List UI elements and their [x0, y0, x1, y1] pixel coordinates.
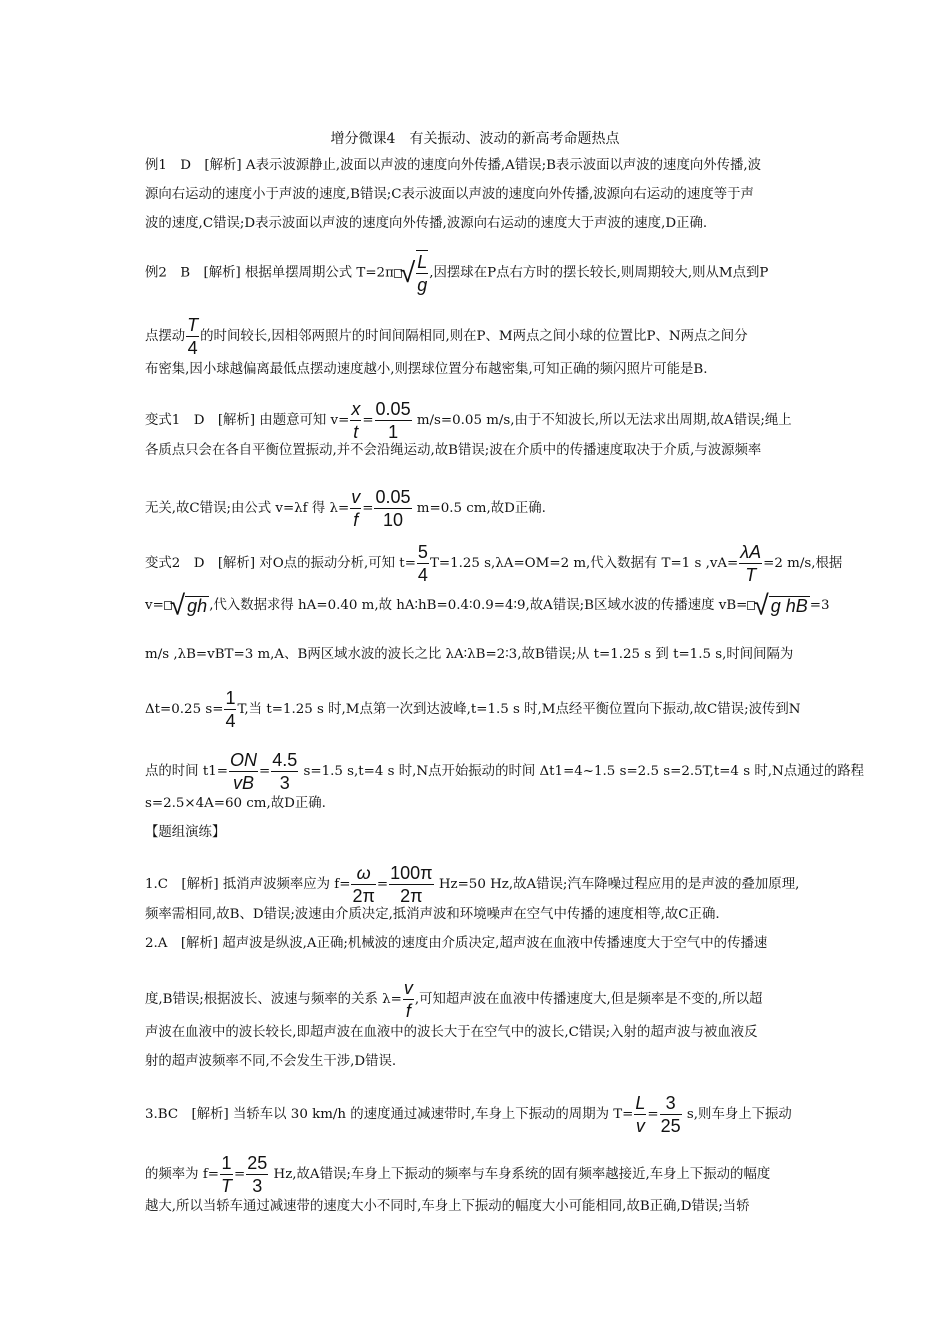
- sqrt-radicand: gh: [187, 596, 208, 616]
- fraction-numerator: 1: [225, 688, 236, 708]
- fraction: [229, 749, 258, 794]
- text-line: 例1 D [解析] A表示波源静止,波面以声波的速度向外传播,A错误;B表示波面以声波的速度向外传播,波: [145, 158, 762, 173]
- text-segment: =: [376, 877, 389, 892]
- fraction: [246, 1152, 268, 1197]
- section-heading: 【题组演练】: [145, 825, 226, 840]
- text-segment: ,代入数据求得 hA=0.40 m,故 hA∶hB=0.4∶0.9=4∶9,故A错误;B区域水波的传播速度 vB=: [209, 598, 748, 613]
- text-segment: =: [647, 1107, 659, 1122]
- fraction-denominator: g: [417, 275, 428, 295]
- text-line: [145, 589, 830, 621]
- text-segment: ,因摆球在P点右方时的摆长较长,则周期较大,则从M点到P: [429, 265, 769, 281]
- fraction-numerator: L: [417, 252, 428, 272]
- text-line: [145, 862, 799, 907]
- fraction: [389, 862, 433, 907]
- text-segment: 例2 B [解析] 根据单摆周期公式 T=2π: [145, 265, 394, 281]
- sqrt-formula: √ $\frac{L}{g}$: [394, 250, 429, 296]
- text-segment: T,当 t=1.25 s 时,M点第一次到达波峰,t=1.5 s 时,M点经平衡位置向下振动,故C错误;波传到N: [237, 702, 801, 717]
- fraction-denominator: 10: [382, 510, 403, 530]
- text-line: [145, 250, 768, 296]
- text-line: [145, 1152, 770, 1197]
- text-segment: s,则车身上下振动: [682, 1107, 792, 1122]
- text-line: [145, 314, 748, 359]
- text-segment: =3: [809, 598, 830, 613]
- fraction-denominator: 4: [225, 711, 236, 731]
- text-segment: =2 m/s,根据: [763, 556, 843, 571]
- text-line: 频率需相同,故B、D错误;波速由介质决定,抵消声波和环境噪声在空气中传播的速度相等,故C正确.: [145, 907, 720, 922]
- text-segment: 的频率为 f=: [145, 1167, 219, 1182]
- text-segment: m=0.5 cm,故D正确.: [412, 501, 546, 516]
- fraction-numerator: 3: [660, 1092, 682, 1115]
- fraction: [351, 862, 375, 907]
- fraction-denominator: t: [353, 422, 359, 442]
- text-segment: =: [362, 501, 374, 516]
- text-segment: =: [362, 413, 374, 428]
- text-segment: T=1.25 s,λA=OM=2 m,代入数据有 T=1 s ,vA=: [429, 556, 739, 571]
- fraction: [186, 314, 199, 359]
- text-line: 布密集,因小球越偏离最低点摆动速度越小,则摆球位置分布越密集,可知正确的频闪照片可能是B.: [145, 362, 708, 377]
- fraction: [634, 1092, 646, 1137]
- fraction: [374, 486, 411, 531]
- text-segment: 3.BC [解析] 当轿车以 30 km/h 的速度通过减速带时,车身上下振动的周期为 T=: [145, 1107, 634, 1122]
- text-line: [145, 398, 792, 443]
- fraction-numerator: 25: [247, 1153, 268, 1173]
- fraction: [224, 687, 236, 732]
- fraction: [350, 398, 361, 443]
- text-line: [145, 486, 546, 531]
- fraction-numerator: x: [351, 399, 361, 419]
- text-segment: 度,B错误;根据波长、波速与频率的关系 λ=: [145, 992, 402, 1007]
- fraction-denominator: T: [221, 1176, 232, 1196]
- fraction-numerator: 5: [417, 542, 428, 562]
- text-segment: Hz=50 Hz,故A错误;汽车降噪过程应用的是声波的叠加原理,: [434, 877, 800, 892]
- text-line: [145, 749, 864, 794]
- text-line: [145, 977, 762, 1022]
- fraction: [350, 486, 361, 531]
- text-line: 射的超声波频率不同,不会发生干涉,D错误.: [145, 1054, 397, 1069]
- text-segment: 点摆动: [145, 329, 186, 344]
- fraction-denominator: 4: [187, 338, 198, 358]
- sqrt-radicand: g hB: [770, 596, 808, 616]
- fraction-numerator: 100π: [390, 863, 433, 883]
- sqrt-formula: √ g hB: [747, 596, 809, 615]
- fraction-numerator: 4.5: [272, 750, 298, 770]
- fraction-numerator: 1: [221, 1153, 232, 1173]
- text-line: s=2.5×4A=60 cm,故D正确.: [145, 796, 326, 811]
- fraction-denominator: 2π: [400, 886, 423, 906]
- fraction-denominator: f: [353, 510, 359, 530]
- fraction-denominator: 4: [417, 565, 428, 585]
- text-segment: =: [234, 1167, 246, 1182]
- fraction-numerator: L: [635, 1093, 646, 1113]
- text-segment: m/s=0.05 m/s,由于不知波长,所以无法求出周期,故A错误;绳上: [412, 413, 792, 428]
- fraction: [375, 398, 412, 443]
- text-segment: =: [258, 764, 271, 779]
- text-segment: s=1.5 s,t=4 s 时,N点开始振动的时间 Δt1=4~1.5 s=2.5 s=2.5T,t=4 s 时,N点通过的路程: [299, 764, 865, 779]
- text-segment: 变式2 D [解析] 对O点的振动分析,可知 t=: [145, 556, 416, 571]
- fraction-denominator: 1: [388, 422, 399, 442]
- text-line: 2.A [解析] 超声波是纵波,A正确;机械波的速度由介质决定,超声波在血液中传播速度大于空气中的传播速: [145, 936, 768, 951]
- fraction-numerator: 0.05: [375, 487, 411, 507]
- text-segment: 变式1 D [解析] 由题意可知 v=: [145, 413, 350, 428]
- text-segment: 的时间较长,因相邻两照片的时间间隔相同,则在P、M两点之间小球的位置比P、N两点之间分: [200, 329, 748, 344]
- fraction-numerator: 0.05: [375, 399, 411, 419]
- text-line: 波的速度,C错误;D表示波面以声波的速度向外传播,波源向右运动的速度大于声波的速度,D正确.: [145, 216, 708, 231]
- fraction-numerator: λA: [740, 542, 762, 562]
- fraction: [220, 1152, 233, 1197]
- fraction-denominator: 2π: [352, 886, 375, 906]
- fraction-denominator: v: [635, 1116, 645, 1136]
- fraction-numerator: T: [187, 315, 199, 335]
- text-segment: ,可知超声波在血液中传播速度大,但是频率是不变的,所以超: [414, 992, 763, 1007]
- text-line: 越大,所以当轿车通过减速带的速度大小不同时,车身上下振动的幅度大小可能相同,故B正确,D错误;当轿: [145, 1199, 750, 1214]
- text-segment: Hz,故A错误;车身上下振动的频率与车身系统的固有频率越接近,车身上下振动的幅度: [269, 1167, 771, 1182]
- fraction-numerator: ON: [229, 750, 257, 770]
- text-segment: 无关,故C错误;由公式 v=λf 得 λ=: [145, 501, 350, 516]
- fraction-numerator: ω: [351, 862, 375, 885]
- fraction-numerator: v: [351, 487, 361, 507]
- text-segment: Δt=0.25 s=: [145, 702, 224, 717]
- fraction: [417, 541, 429, 586]
- text-line: [145, 1092, 792, 1137]
- fraction: [739, 541, 762, 586]
- text-segment: 点的时间 t1=: [145, 764, 228, 779]
- text-line: 源向右运动的速度小于声波的速度,B错误;C表示波面以声波的速度向外传播,波源向右运动的速度等于声: [145, 187, 754, 202]
- fraction-denominator: vB: [232, 773, 254, 793]
- sqrt-formula: √ gh: [164, 596, 209, 615]
- fraction-denominator: 3: [279, 773, 290, 793]
- text-line: 各质点只会在各自平衡位置振动,并不会沿绳运动,故B错误;波在介质中的传播速度取决于介质,与波源频率: [145, 443, 762, 458]
- fraction: [271, 749, 298, 794]
- fraction-denominator: f: [405, 1001, 411, 1021]
- fraction-denominator: 25: [660, 1116, 681, 1136]
- fraction: [660, 1092, 682, 1137]
- fraction-denominator: T: [745, 565, 757, 585]
- fraction-denominator: 3: [252, 1176, 263, 1196]
- text-segment: 1.C [解析] 抵消声波频率应为 f=: [145, 877, 351, 892]
- fraction: [403, 977, 414, 1022]
- text-line: [145, 541, 842, 586]
- page-title: 增分微课4 有关振动、波动的新高考命题热点: [330, 131, 620, 147]
- text-line: m/s ,λB=vBT=3 m,A、B两区域水波的波长之比 λA∶λB=2∶3,故B错误;从 t=1.25 s 到 t=1.5 s,时间间隔为: [145, 647, 794, 662]
- text-segment: v=: [145, 598, 164, 613]
- fraction-numerator: v: [403, 978, 413, 998]
- text-line: 声波在血液中的波长较长,即超声波在血液中的波长大于在空气中的波长,C错误;入射的超声波与被血液反: [145, 1025, 758, 1040]
- text-line: [145, 687, 800, 732]
